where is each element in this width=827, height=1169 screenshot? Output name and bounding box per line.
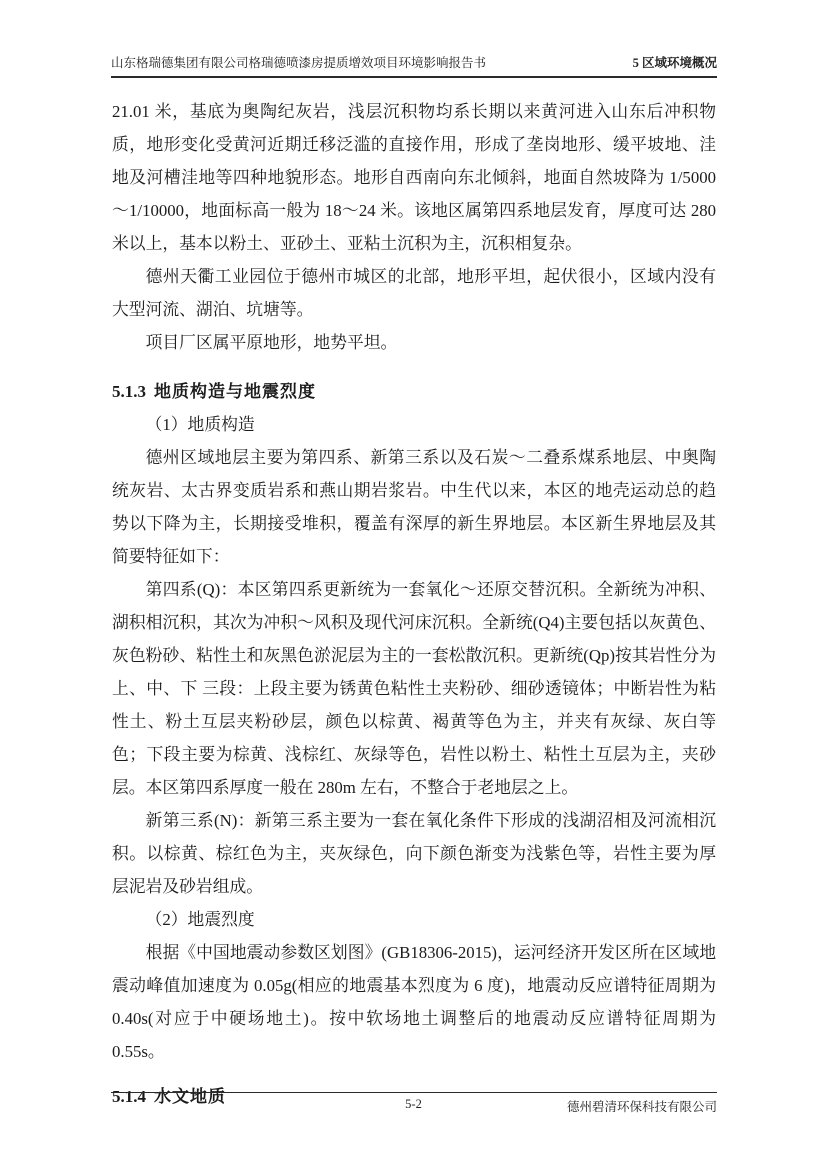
footer-rule (111, 1092, 717, 1093)
header-section-label: 5 区域环境概况 (632, 56, 717, 70)
section-number: 5.1.3 (112, 382, 146, 401)
body-paragraph-project-site: 项目厂区属平原地形，地势平坦。 (145, 333, 398, 352)
section-title: 地质构造与地震烈度 (154, 382, 316, 401)
footer-company-name: 德州碧清环保科技有限公司 (566, 1100, 717, 1114)
body-paragraph-terrain-continuation: 21.01 米，基底为奥陶纪灰岩，浅层沉积物均系长期以来黄河进入山东后冲积物质，地形变化受黄河近期迁移泛滥的直接作用，形成了垄岗地形、缓平坡地、洼地及河槽洼地等四种地貌形态。地形自西南向东北倾斜，地面自然坡降为 1/5000～1/10000，地面标高一般为 18～24 米。该地区属第四系地层发育，厚度可达 280 米以上，基本以粉土、亚砂土、亚粘土沉积为主，沉积相复杂。 (112, 102, 716, 253)
body-paragraph-industrial-park: 德州天衢工业园位于德州市城区的北部，地形平坦，起伏很小，区域内没有大型河流、湖泊、坑塘等。 (112, 267, 716, 319)
body-paragraph-regional-strata: 德州区域地层主要为第四系、新第三系以及石炭～二叠系煤系地层、中奥陶统灰岩、太古界变质岩系和燕山期岩浆岩。中生代以来，本区的地壳运动总的趋势以下降为主，长期接受堆积，覆盖有深厚的新生界地层。本区新生界地层及其简要特征如下： (112, 448, 716, 566)
page-header (111, 53, 717, 71)
section-number: 5.1.4 (112, 1087, 146, 1106)
body-paragraph-seismic-parameters: 根据《中国地震动参数区划图》(GB18306-2015)，运河经济开发区所在区域地震动峰值加速度为 0.05g(相应的地震基本烈度为 6 度)，地震动反应谱特征周期为 0.40s(对应于中硬场地土)。按中软场地土调整后的地震动反应谱特征周期为 0.55s。 (112, 943, 716, 1061)
header-doc-title: 山东格瑞德集团有限公司格瑞德喷漆房提质增效项目环境影响报告书 (111, 56, 487, 70)
document-body (112, 95, 716, 1113)
header-rule (111, 76, 717, 78)
body-paragraph-neogene: 新第三系(N)：新第三系主要为一套在氧化条件下形成的浅湖沼相及河流相沉积。以棕黄、棕红色为主，夹灰绿色，向下颜色渐变为浅紫色等，岩性主要为厚层泥岩及砂岩组成。 (112, 811, 716, 896)
footer-page-number: 5-2 (405, 1097, 422, 1111)
subheading-geologic-structure: （1）地质构造 (145, 415, 255, 434)
section-title: 水文地质 (154, 1087, 226, 1106)
section-heading-5-1-3 (112, 375, 716, 408)
body-paragraph-quaternary: 第四系(Q)：本区第四系更新统为一套氧化～还原交替沉积。全新统为冲积、湖积相沉积，其次为冲积～风积及现代河床沉积。全新统(Q4)主要包括以灰黄色、灰色粉砂、粘性土和灰黑色淤泥层为主的一套松散沉积。更新统(Qp)按其岩性分为上、中、下 三段：上段主要为锈黄色粘性土夹粉砂、细砂透镜体；中断岩性为粘性土、粉土互层夹粉砂层，颜色以棕黄、褐黄等色为主，并夹有灰绿、灰白等色；下段主要为棕黄、浅棕红、灰绿等色，岩性以粉土、粘性土互层为主，夹砂层。本区第四系厚度一般在 280m 左右，不整合于老地层之上。 (112, 580, 716, 797)
subheading-seismic-intensity: （2）地震烈度 (145, 910, 255, 929)
